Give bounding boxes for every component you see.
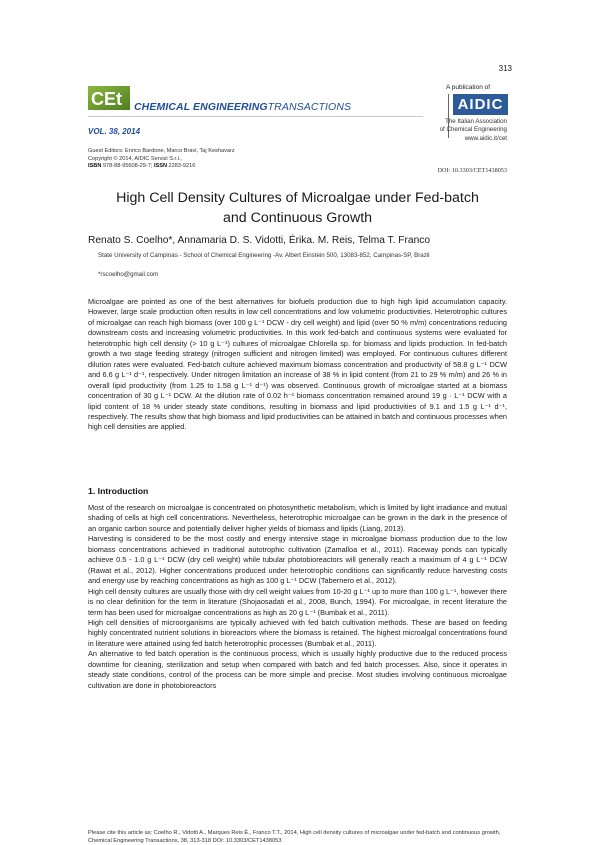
paragraph: High cell density cultures are usually those with dry cell weight values from 10-20 g L⁻¹ up to more than 100 g L⁻¹, however there is no clear definition for the term in literature (Shojaosadati et al., 2008, Bunch, 1994). For microalgae, in recent literature the term has been used for microalgae concentrations as high as 20 g L⁻¹ (Bumbak et al., 2011). — [88, 586, 507, 617]
isbn-line: ISBN 978-88-95608-29-7; ISSN 2283-9216 — [88, 163, 196, 170]
journal-title: CHEMICAL ENGINEERINGTRANSACTIONS — [134, 101, 352, 113]
affiliation: State University of Campinas - School of Chemical Engineering -Av. Albert Einstein 500, 13083-852, Campinas-SP, Brazil — [98, 252, 430, 259]
paragraph: Harvesting is considered to be the most costly and energy intensive stage in microalgae biomass production due to the low biomass concentrations achieved in traditional autotrophic cultivation (Zamalloa et al., 2011). Raceway ponds can typically achieve 0.5 - 1.0 g L⁻¹ DCW (dry cell weight) while tubular photobioreactors will generally reach a maximum of 4 g L⁻¹ DCW (Rawat et al., 2012). Higher concentrations produced under heterotrophic conditions can significantly reduce harvesting costs and energy use by reaching concentrations as high as 100 g L⁻¹ DCW (Tabernero et al., 2012). — [88, 534, 507, 586]
corresponding-email[interactable]: *rscoelho@gmail.com — [98, 271, 159, 278]
copyright-line: Copyright © 2014, AIDIC Servizi S.r.l., — [88, 155, 182, 162]
publisher-label: A publication of — [446, 84, 491, 91]
page-number: 313 — [498, 64, 512, 73]
abstract: Microalgae are pointed as one of the best alternatives for biofuels production due to high high lipid accumulation capacity. However, large scale production often results in low cell concentrations and low volumetric productivities. Heterotrophic cultures of microalgae can reach high biomass (over 100 g L⁻¹ DCW - dry cell weight) and lipid (over 50 % m/m) concentrations reducing downstream costs and increasing volumetric productivities. In this work fed-batch and continuous systems were evaluated for heterotrophic high cell density (> 10 g L⁻¹) cultures of microalgae Chlorella sp. for biomass and lipids production. In fed-batch growth a two stage feeding strategy (nitrogen sufficient and nitrogen limited) was employed. For continuous cultures different dilution rates were evaluated. Fed-batch culture achieved maximum biomass concentration and productivity of 58.8 g L⁻¹ DCW and 6.6 g L⁻¹ d⁻¹, respectively. Under nitrogen limitation an increase of 38 % in lipid content (from 21 to 29 % m/m) and 26 % in overall lipid productivity (from 1.25 to 1.58 g L⁻¹ d⁻¹) was observed. Continuous growth of microalgae started at a biomass concentration of 30 g L⁻¹ DCW. At the dilution rate of 0.02 h⁻¹ biomass concentration remained around 19 g · L⁻¹ DCW with a lipid content of 18 % under steady state conditions, resulting in biomass and lipid productivities of 9.1 and 1.5 g L⁻¹ d⁻¹, respectively. The results show that high biomass and lipid productivities can be attained in batch and continuous processes when high cell densities are applied. — [88, 297, 507, 432]
doi: DOI: 10.3303/CET1438053 — [437, 167, 507, 174]
editors-line: Guest Editors: Enrico Bardone, Marco Bravi, Taj Keshavarz — [88, 148, 235, 154]
article-title: High Cell Density Cultures of Microalgae under Fed-batch and Continuous Growth — [116, 190, 479, 226]
citation-footer: Please cite this article as: Coelho R., Vidotti A., Marques Reis É., Franco T.T., 2014, High cell density cultures of microalgae under fed-batch and continuous growth, Chemical Engineering Transactions, 38, 313-318 DOI: 10.3303/CET1438053 — [88, 830, 501, 844]
aidic-logo: AIDIC — [453, 94, 508, 115]
publisher-link[interactable]: www.aidic.it/cet — [464, 134, 507, 142]
publisher-info: The Italian Association of Chemical Engineering www.aidic.it/cet — [439, 118, 507, 142]
paragraph: Most of the research on microalgae is concentrated on photosynthetic metabolism, which is limited by light irradiance and mutual shading of cells at high cell concentrations. Nevertheless, heterotrophic microalgae can be grown in the dark in the presence of an organic carbon source and potentially deliver higher yields of biomass and lipids (Liang, 2013). — [88, 503, 507, 533]
cet-logo-text: CEt — [91, 89, 122, 109]
editors-block — [88, 148, 235, 171]
introduction-body — [88, 503, 507, 691]
section-heading: 1. Introduction — [88, 486, 149, 496]
cet-logo — [88, 86, 130, 110]
paragraph: An alternative to fed batch operation is the continuous process, which is usually highly productive due to the reduced process downtime for cleaning, sterilization and setup when compared with batch and fed batch processes. Also, since it operates in steady state conditions, control of the process can be more simple and precise. Most studies involving continuous microalgae cultivation are done in photobioreactors — [88, 649, 507, 690]
authors: Renato S. Coelho*, Annamaria D. S. Vidotti, Érika. M. Reis, Telma T. Franco — [88, 235, 430, 246]
journal-volume: VOL. 38, 2014 — [88, 127, 141, 136]
paragraph: High cell densities of microorganisms are typically achieved with fed batch cultivation methods. These are based on feeding highly concentrated nutrient solutions in bioreactors where the biomass is retained. The highest microalgal concentrations found in literature were attained using fed batch heterotrophic processes (Bumbak et al., 2011). — [88, 617, 507, 648]
header-divider — [88, 116, 423, 117]
